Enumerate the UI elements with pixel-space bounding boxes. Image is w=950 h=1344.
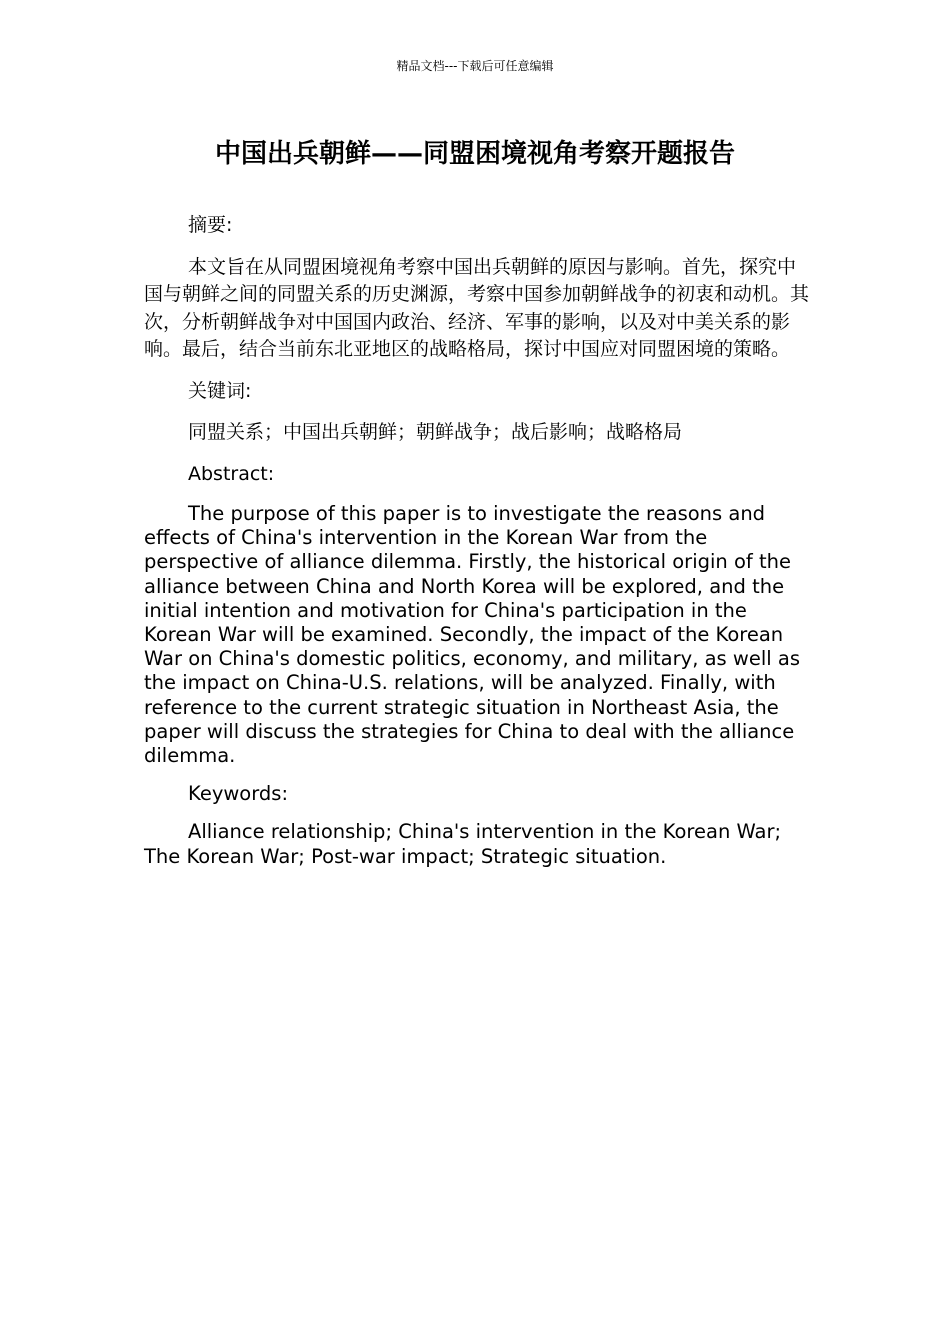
abstract-cn-label: 摘要: [188,214,233,236]
document-title: 中国出兵朝鲜——同盟困境视角考察开题报告 [214,139,735,169]
keywords-en-text: Alliance relationship; China's intervention in the Korean War; The Korean War; Post-war impact; Strategic situation. [144,820,782,868]
keywords-cn-label: 关键词: [188,379,252,402]
document-body [144,212,810,869]
abstract-en-label: Abstract: [188,462,275,485]
keywords-en-label: Keywords: [188,782,289,806]
abstract-cn-text: 本文旨在从同盟困境视角考察中国出兵朝鲜的原因与影响。首先，探究中国与朝鲜之间的同盟关系的历史渊源，考察中国参加朝鲜战争的初衷和动机。其次，分析朝鲜战争对中国国内政治、经济、军事的影响，以及对中美关系的影响。最后，结合当前东北亚地区的战略格局，探讨中国应对同盟困境的策略。 [144,255,810,360]
abstract-en-text: The purpose of this paper is to investigate the reasons and effects of China's intervention in the Korean War from the perspective of alliance dilemma. Firstly, the historical origin of the alliance between China and North Korea will be explored, and the initial intention and motivation for China's participation in the Korean War will be examined. Secondly, the impact of the Korean War on China's domestic politics, economy, and military, as well as the impact on China-U.S. relations, will be analyzed. Finally, with reference to the current strategic situation in Northeast Asia, the paper will discuss the strategies for China to deal with the alliance dilemma. [144,502,800,768]
header-note: 精品文档---下载后可任意编辑 [396,59,554,73]
keywords-cn-text: 同盟关系；中国出兵朝鲜；朝鲜战争；战后影响；战略格局 [188,421,683,443]
